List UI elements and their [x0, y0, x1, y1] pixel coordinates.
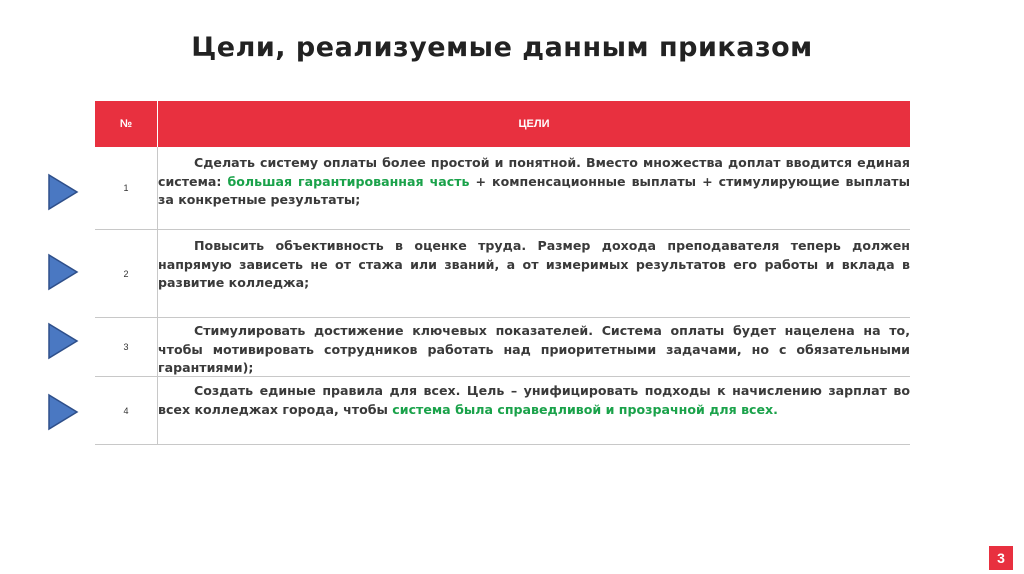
row-number: 1 [95, 147, 158, 229]
goal-text: Повысить объективность в оценке труда. Размер дохода преподавателя теперь должен напрямую зависеть не от стажа или званий, а от измеримых результатов его работы и вклада в развитие колледжа; [158, 238, 910, 290]
triangle-right-icon [47, 253, 79, 291]
table-header [95, 101, 910, 147]
table-row [95, 147, 910, 230]
table-row [95, 318, 910, 377]
goal-text: Создать единые правила для всех. Цель – унифицировать подходы к начислению зарплат во всех колледжах города, чтобы система была справедливой и прозрачной для всех. [158, 383, 910, 417]
table-row [95, 377, 910, 445]
header-goals: ЦЕЛИ [518, 118, 550, 130]
page-number-badge: 3 [989, 546, 1013, 570]
table-row [95, 230, 910, 318]
header-number: № [95, 101, 158, 147]
row-number: 3 [95, 318, 158, 376]
row-number: 4 [95, 377, 158, 444]
highlight-text: большая гарантированная часть [227, 173, 470, 189]
row-number: 2 [95, 230, 158, 317]
triangle-right-icon [47, 393, 79, 431]
goals-table [95, 101, 910, 445]
triangle-right-icon [47, 173, 79, 211]
highlight-text: система была справедливой и прозрачной для всех. [392, 401, 778, 417]
goal-text: Сделать систему оплаты более простой и понятной. Вместо множества доплат вводится единая система: большая гарантированная часть + компенсационные выплаты + стимулирующие выплаты за конкретные результаты; [158, 155, 910, 207]
triangle-right-icon [47, 322, 79, 360]
slide-title: Цели, реализуемые данным приказом [191, 32, 813, 63]
goal-text: Стимулировать достижение ключевых показателей. Система оплаты будет нацелена на то, чтобы мотивировать сотрудников работать над приоритетными задачами, но с обязательными гарантиями); [158, 323, 910, 375]
